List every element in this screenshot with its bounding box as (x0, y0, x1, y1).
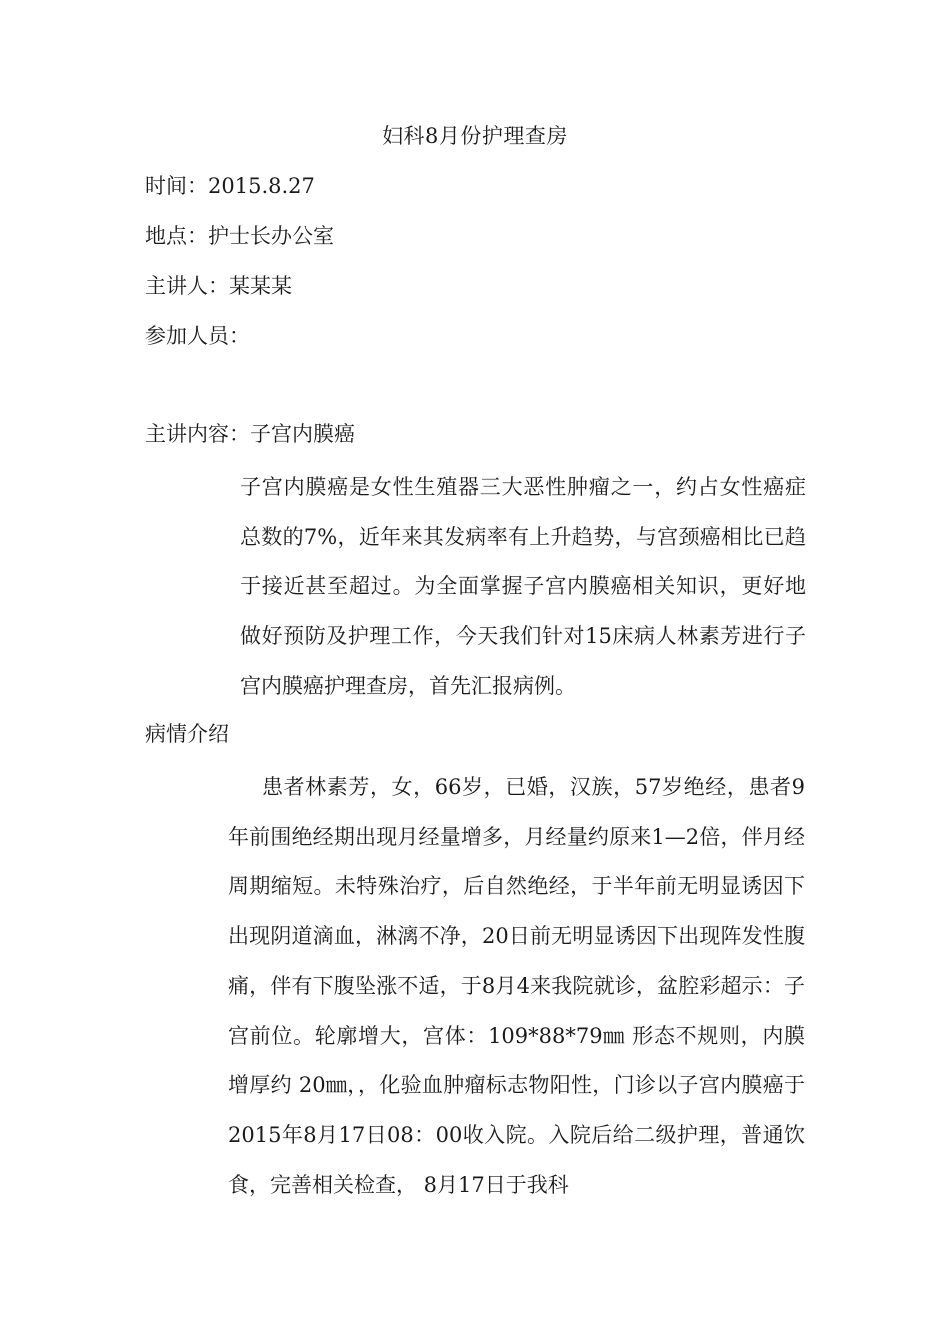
intro-paragraph: 子宫内膜癌是女性生殖器三大恶性肿瘤之一，约占女性癌症总数的7%，近年来其发病率有上升趋势，与宫颈癌相比已趋于接近甚至超过。为全面掌握子宫内膜癌相关知识，更好地做好预防及护理工作，今天我们针对15床病人林素芳进行子宫内膜癌护理查房，首先汇报病例。 (240, 475, 806, 698)
case-heading: 病情介绍 (145, 722, 229, 746)
participants-line: 参加人员： (145, 324, 250, 348)
speaker-line: 主讲人：某某某 (145, 274, 292, 298)
time-line: 时间：2015.8.27 (145, 174, 315, 198)
location-line: 地点：护士长办公室 (145, 224, 334, 248)
topic-line: 主讲内容：子宫内膜癌 (145, 422, 355, 446)
case-paragraph: 患者林素芳，女，66岁，已婚，汉族，57岁绝经，患者9年前围绝经期出现月经量增多，月经量约原来1—2倍，伴月经周期缩短。未特殊治疗，后自然绝经，于半年前无明显诱因下出现阴道滴血，淋漓不净，20日前无明显诱因下出现阵发性腹痛，伴有下腹坠涨不适，于8月4来我院就诊，盆腔彩超示：子宫前位。轮廓增大，宫体：109*88*79㎜ 形态不规则，内膜增厚约 20㎜，，化验血肿瘤标志物阳性，门诊以子宫内膜癌于2015年8月17日08：00收入院。入院后给二级护理，普通饮食，完善相关检查， 8月17日于我科 (228, 775, 805, 1197)
document-title: 妇科8月份护理查房 (382, 124, 568, 148)
